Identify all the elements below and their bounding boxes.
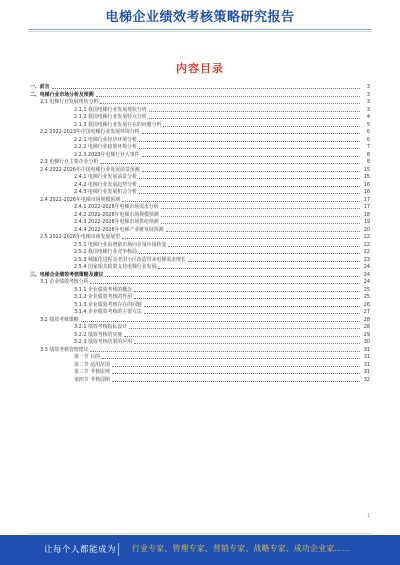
toc-leader-dots: [142, 171, 360, 172]
toc-entry-page: 31: [363, 361, 370, 368]
toc-entry[interactable]: [30, 287, 370, 295]
toc-entry[interactable]: [30, 204, 370, 212]
toc-entry[interactable]: [30, 347, 370, 355]
toc-leader-dots: [122, 201, 360, 202]
toc-entry-label: 第三节 考核原则: [74, 369, 110, 375]
toc-entry-label: 2.4 2022-2026年电梯市场规模预测: [40, 196, 121, 203]
toc-leader-dots: [142, 156, 360, 157]
header-divider: [28, 29, 372, 30]
toc-entry-label: 2.1 电梯行业发展现状分析: [40, 99, 99, 105]
toc-entry[interactable]: [30, 174, 370, 182]
toc-entry[interactable]: [30, 317, 370, 325]
toc-entry[interactable]: [30, 197, 370, 205]
toc-entry[interactable]: [30, 249, 370, 257]
toc-entry-label: 2.4.4 2022-2026年电梯产业链发展预测: [74, 226, 164, 233]
toc-entry-label: 2.5.2 我国电梯行业竞争格局: [74, 249, 137, 255]
toc-leader-dots: [139, 186, 360, 187]
toc-entry[interactable]: [30, 129, 370, 137]
page-number: 1: [367, 514, 370, 519]
toc-leader-dots: [139, 141, 360, 142]
footer-tagline: 行业专家、管理专家、营销专家、战略专家、成功企业家……: [132, 544, 351, 553]
toc-leader-dots: [112, 366, 360, 367]
toc-leader-dots: [122, 238, 360, 239]
toc-entry-label: 3.1.3 企业绩效考核存在的问题: [74, 301, 142, 308]
toc-entry-label: 2.5.1 电梯行业由增量市场向存量市场转变: [74, 241, 167, 248]
toc-entry-page: 24: [363, 279, 370, 285]
toc-leader-dots: [188, 261, 360, 262]
toc-entry-page: 6: [366, 136, 370, 143]
toc-entry-label: 第二节 适用范围: [74, 361, 110, 368]
toc-entry-page: 22: [363, 249, 370, 255]
toc-entry-label: 2.4.2 电梯行业发展趋势分析: [74, 181, 137, 188]
toc-leader-dots: [161, 216, 360, 217]
toc-leader-dots: [105, 276, 360, 277]
toc-entry-page: 31: [363, 346, 370, 353]
toc-leader-dots: [142, 133, 360, 134]
toc-entry-label: 2.2.2 电梯行业政策环境分析: [74, 144, 137, 150]
toc-leader-dots: [139, 193, 360, 194]
toc-entry[interactable]: [30, 339, 370, 347]
toc-leader-dots: [158, 268, 360, 269]
toc-entry-label: 2.4.2 2022-2026年电梯市场规模预测: [74, 211, 159, 218]
toc-leader-dots: [100, 163, 360, 164]
toc-entry-page: 22: [363, 234, 370, 240]
toc-entry-label: 2.4.3 电梯行业发展机会分析: [74, 189, 137, 195]
footer-banner: [0, 535, 400, 565]
toc-entry[interactable]: [30, 279, 370, 287]
footer-divider: [28, 533, 372, 534]
toc-entry-page: 16: [363, 189, 370, 195]
toc-entry-page: 17: [363, 204, 370, 210]
toc-entry-label: 3.2.1 绩效考核指标设计: [74, 324, 128, 330]
toc-entry-label: 3.2.2 绩效考核的实施: [74, 331, 123, 338]
toc-entry[interactable]: [30, 227, 370, 235]
toc-entry-label: 2.5.4 国家相关政策支持电梯行业发展: [74, 264, 157, 270]
toc-entry-page: 3: [366, 84, 370, 90]
toc-entry-page: 3: [366, 106, 370, 113]
toc-entry[interactable]: [30, 257, 370, 265]
toc-entry-label: 2.4.1 2022-2026年电梯市场需求分析: [74, 204, 159, 210]
toc-leader-dots: [134, 298, 360, 299]
toc-entry-label: 2.1.3 我国电梯行业发展存在的问题分析: [74, 121, 162, 128]
toc-entry-page: 22: [363, 241, 370, 248]
toc-leader-dots: [100, 103, 360, 104]
toc-entry-page: 16: [363, 181, 370, 188]
toc-entry-page: 18: [363, 211, 370, 218]
toc-entry-label: 2.2.1 电梯行业经济环境分析: [74, 136, 137, 143]
toc-leader-dots: [161, 223, 360, 224]
toc-entry-label: 第一节 目的: [74, 354, 101, 360]
toc-entry-page: 23: [363, 256, 370, 263]
toc-entry-page: 19: [363, 219, 370, 225]
toc-leader-dots: [52, 88, 360, 89]
toc-entry-label: 2.2.3 2023年电梯行业大事件: [74, 151, 140, 158]
toc-entry[interactable]: [30, 92, 370, 100]
toc-entry-label: 三、电梯企业绩效考核策略及建议: [30, 271, 104, 278]
toc-entry[interactable]: [30, 234, 370, 242]
toc-leader-dots: [112, 373, 360, 374]
toc-entry-label: 2.1.1 我国电梯行业发展现状分析: [74, 106, 147, 113]
toc-leader-dots: [134, 291, 360, 292]
toc-entry[interactable]: [30, 362, 370, 370]
toc-entry-label: 二、电梯行业市场分析及预测: [30, 91, 94, 98]
toc-leader-dots: [134, 343, 360, 344]
toc-entry-label: 2.5.3 城镇化进程及老旧小区改造带来电梯需求增长: [74, 256, 186, 263]
toc-entry-page: 31: [363, 354, 370, 360]
toc-entry-page: 30: [363, 339, 370, 345]
toc-leader-dots: [149, 111, 360, 112]
toc-entry-page: 31: [363, 369, 370, 375]
toc-entry-label: 3.1.1 企业绩效考核的概念: [74, 286, 133, 293]
toc-entry-label: 3.3 绩效考核管理建议: [40, 346, 89, 353]
toc-leader-dots: [161, 208, 360, 209]
toc-entry[interactable]: [30, 84, 370, 92]
toc-leader-dots: [139, 253, 360, 254]
toc-leader-dots: [163, 126, 360, 127]
toc-entry[interactable]: [30, 219, 370, 227]
toc-entry-page: 28: [363, 324, 370, 330]
toc-leader-dots: [96, 96, 360, 97]
toc-entry[interactable]: [30, 354, 370, 362]
toc-entry[interactable]: [30, 264, 370, 272]
toc-entry-label: 3.2.3 绩效考核结果的应用: [74, 339, 133, 345]
footer-slogan: 让每个人都能成为: [44, 545, 117, 555]
toc-entry-label: 3.1.2 企业绩效考核的作用: [74, 294, 133, 300]
toc-entry-page: 24: [363, 271, 370, 278]
toc-entry-page: 29: [363, 331, 370, 338]
toc-entry-label: 2.4.3 2022-2026年电梯市场供给预测: [74, 219, 159, 225]
toc-leader-dots: [81, 321, 360, 322]
toc-entry[interactable]: [30, 167, 370, 175]
toc-entry[interactable]: [30, 377, 370, 385]
toc-entry-page: 28: [363, 316, 370, 323]
toc-leader-dots: [144, 306, 360, 307]
toc-entry-label: 2.4.1 电梯行业发展前景分析: [74, 174, 137, 180]
toc-entry[interactable]: [30, 294, 370, 302]
toc-entry[interactable]: [30, 242, 370, 250]
toc-entry-page: 5: [366, 121, 370, 128]
toc-entry-label: 一、前言: [30, 84, 50, 90]
toc-entry-page: 15: [363, 174, 370, 180]
header-divider-thin: [28, 31, 372, 32]
table-of-contents: [30, 84, 370, 504]
toc-entry[interactable]: [30, 309, 370, 317]
toc-leader-dots: [139, 148, 360, 149]
toc-entry[interactable]: [30, 122, 370, 130]
toc-entry[interactable]: [30, 212, 370, 220]
toc-entry-label: 2.5 2022-2026年电梯市场发展展望: [40, 234, 121, 240]
toc-entry-page: 3: [366, 99, 370, 105]
toc-entry[interactable]: [30, 324, 370, 332]
toc-leader-dots: [144, 313, 360, 314]
toc-entry[interactable]: [30, 107, 370, 115]
toc-heading: 内容目录: [176, 62, 224, 75]
toc-entry-label: 第四节 考核周期: [74, 376, 110, 383]
toc-entry[interactable]: [30, 159, 370, 167]
toc-entry-page: 7: [366, 144, 370, 150]
toc-entry[interactable]: [30, 99, 370, 107]
toc-leader-dots: [149, 118, 360, 119]
toc-leader-dots: [102, 358, 360, 359]
toc-entry-page: 6: [366, 129, 370, 135]
toc-entry[interactable]: [30, 144, 370, 152]
toc-leader-dots: [90, 351, 360, 352]
toc-entry-label: 3.1 企业绩效考核分析: [40, 279, 89, 285]
toc-entry[interactable]: [30, 332, 370, 340]
toc-entry-page: 24: [363, 264, 370, 270]
toc-entry-page: 3: [366, 91, 370, 98]
document-header: [0, 0, 400, 44]
toc-entry[interactable]: [30, 152, 370, 160]
toc-entry-page: 27: [363, 309, 370, 315]
toc-leader-dots: [90, 283, 360, 284]
toc-entry-label: 2.4 2022-2026年中国电梯行业发展前景预测: [40, 166, 140, 173]
toc-leader-dots: [166, 231, 360, 232]
toc-entry[interactable]: [30, 302, 370, 310]
toc-entry-page: 8: [366, 159, 370, 165]
toc-entry[interactable]: [30, 182, 370, 190]
toc-entry-label: 2.2 2022-2023年中国电梯行业发展环境分析: [40, 129, 140, 135]
toc-entry-label: 2.1.2 我国电梯行业发展特点分析: [74, 114, 147, 120]
toc-leader-dots: [124, 336, 360, 337]
toc-leader-dots: [112, 381, 360, 382]
toc-entry-page: 32: [363, 376, 370, 383]
toc-entry-label: 3.1.4 企业绩效考核的主要方法: [74, 309, 142, 315]
toc-entry-label: 2.3 电梯行业主要企业分析: [40, 159, 99, 165]
toc-entry[interactable]: [30, 369, 370, 377]
toc-entry[interactable]: [30, 189, 370, 197]
toc-entry-page: 25: [363, 294, 370, 300]
toc-entry-page: 4: [366, 114, 370, 120]
toc-leader-dots: [139, 178, 360, 179]
toc-entry[interactable]: [30, 114, 370, 122]
toc-entry-page: 15: [363, 166, 370, 173]
footer-separator: [118, 543, 119, 556]
toc-entry-page: 17: [363, 196, 370, 203]
toc-entry-page: 25: [363, 286, 370, 293]
report-title: 电梯企业绩效考核策略研究报告: [105, 10, 295, 25]
toc-leader-dots: [129, 328, 360, 329]
toc-entry[interactable]: [30, 137, 370, 145]
toc-entry-page: 20: [363, 226, 370, 233]
toc-entry-page: 26: [363, 301, 370, 308]
toc-leader-dots: [168, 246, 360, 247]
toc-entry[interactable]: [30, 272, 370, 280]
toc-entry-label: 3.2 绩效考核策略: [40, 316, 79, 323]
toc-entry-page: 8: [366, 151, 370, 158]
